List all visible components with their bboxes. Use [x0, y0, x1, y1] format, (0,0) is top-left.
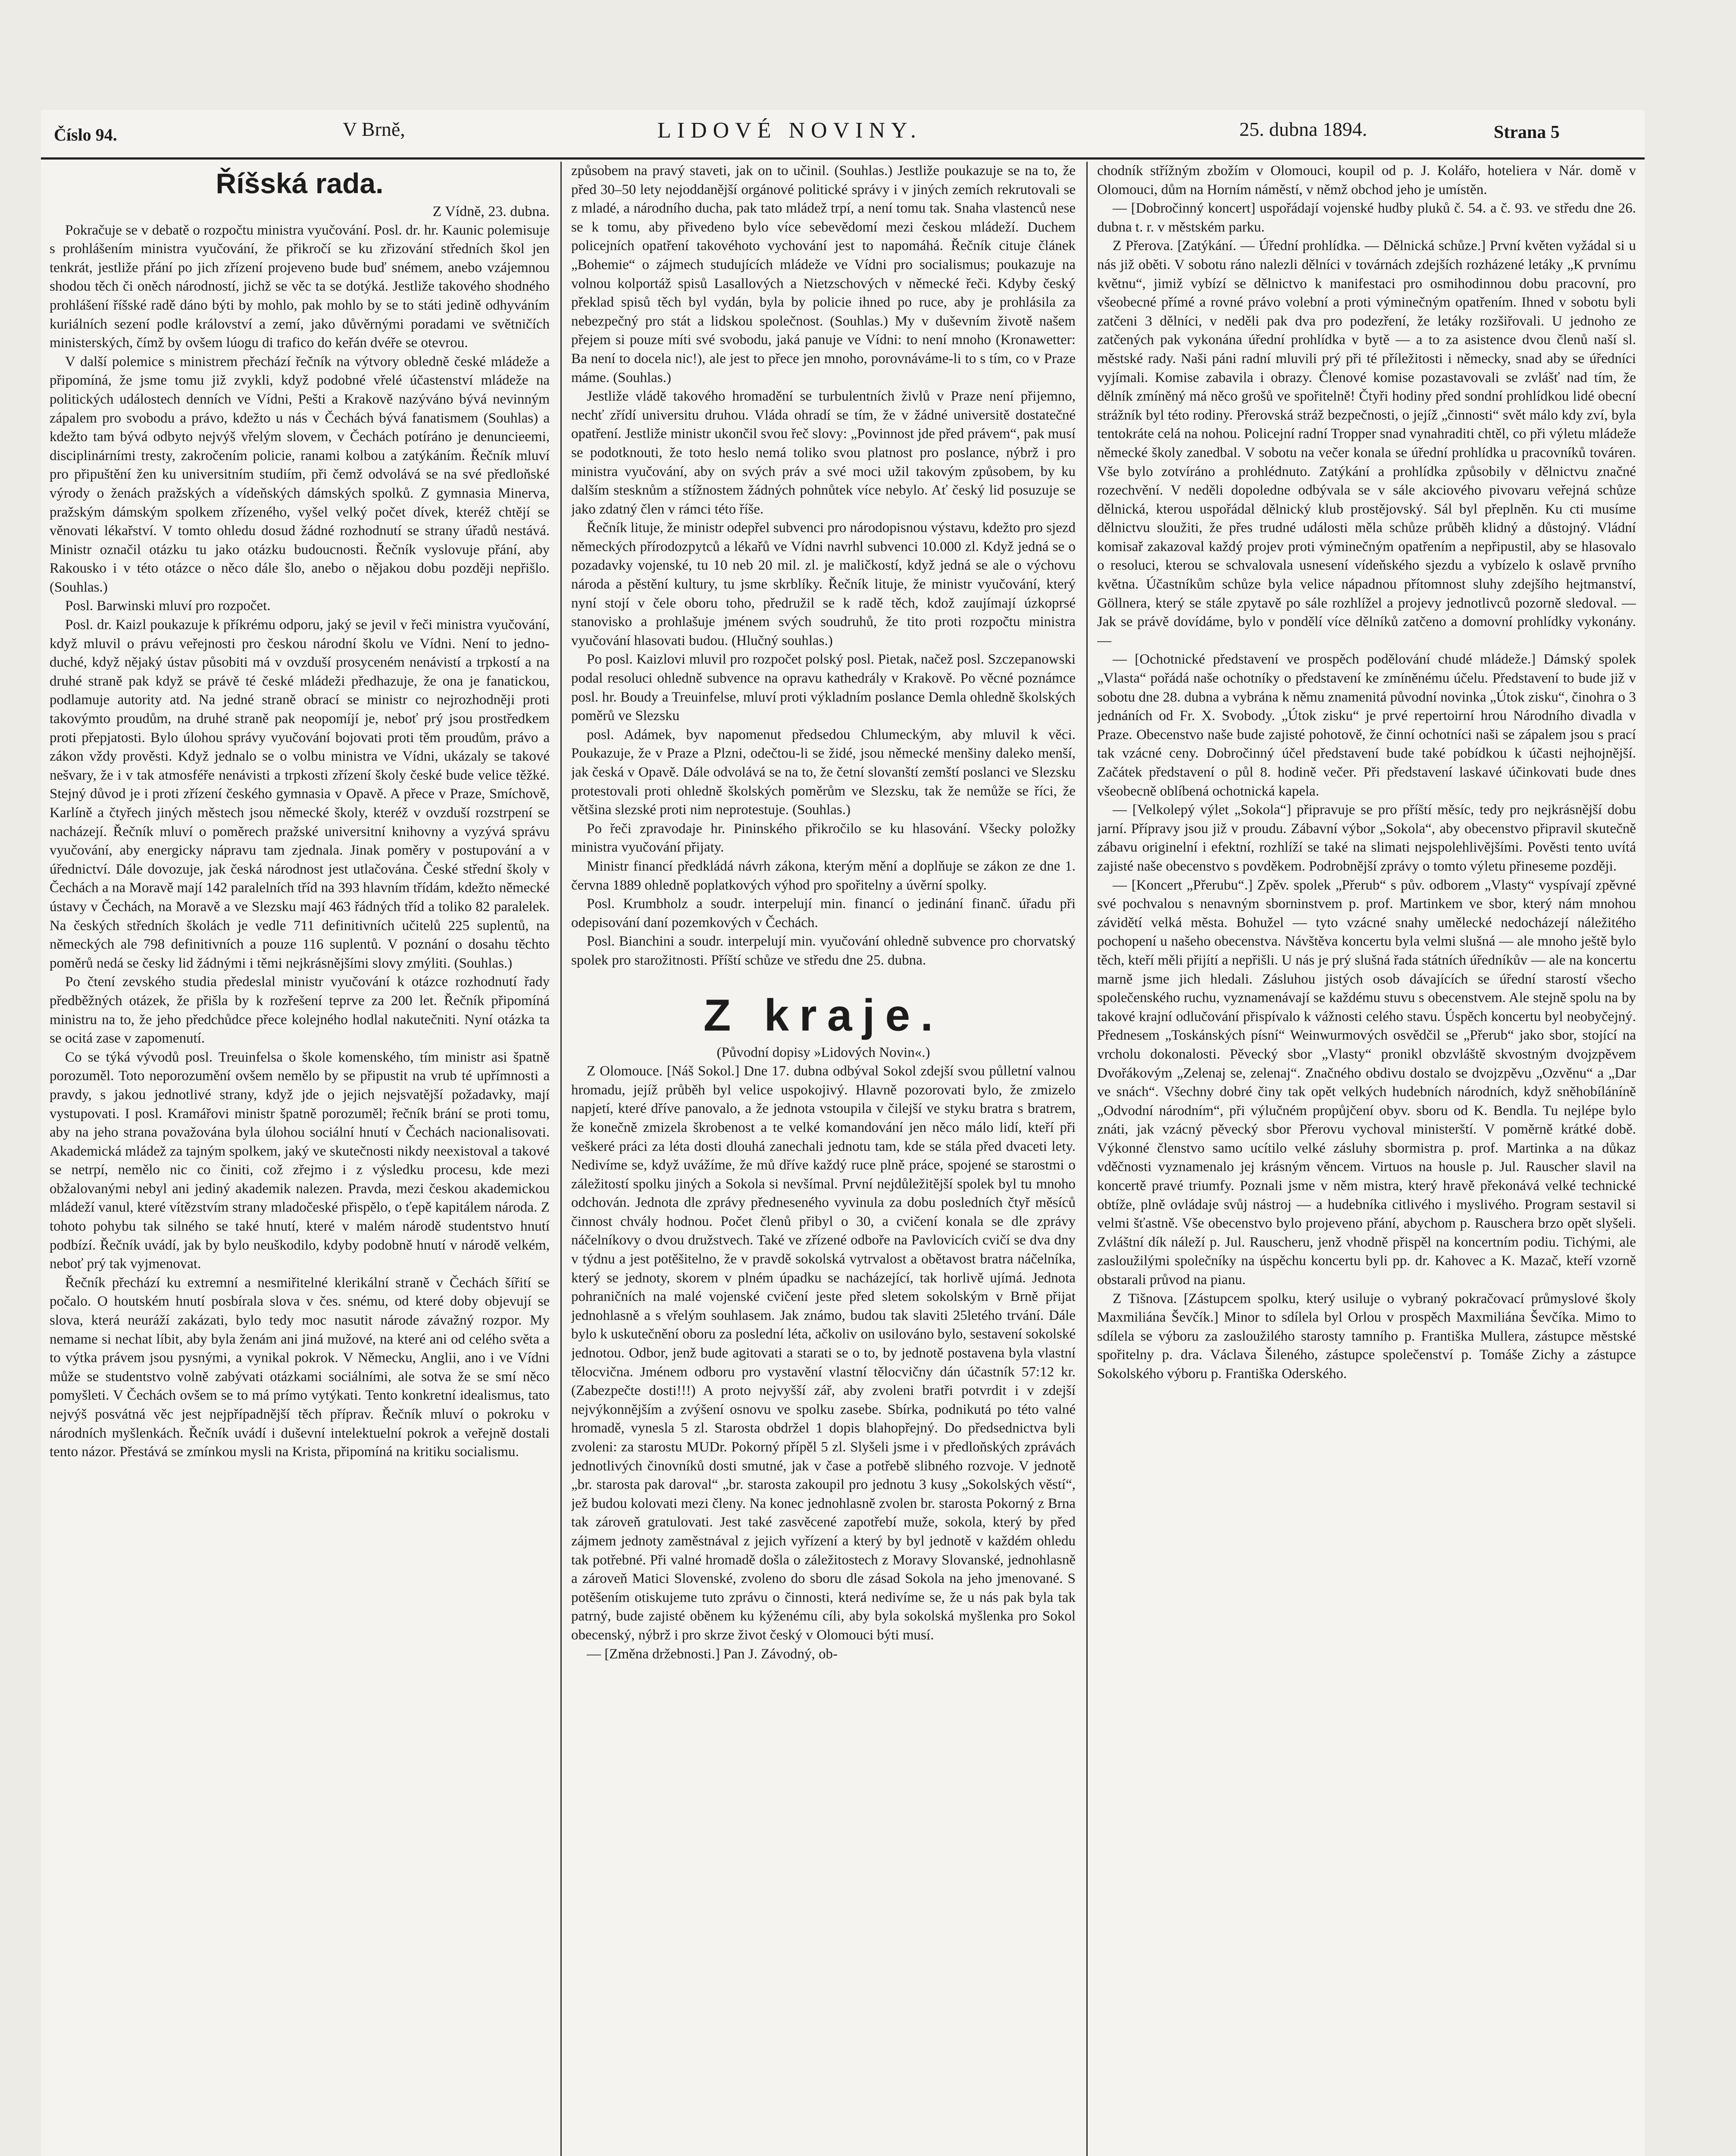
newspaper-page: [41, 110, 1645, 2156]
paragraph: — [Koncert „Přerubu“.] Zpěv. spolek „Přerub“ s pův. odborem „Vlasty“ vyspívají zpěvné své pochvalou s nenavným sborninstvem p. prof. Martinkem ve sbor, který nám mnohou závidětí velká města. Bohužel — tyto vzácné snahy umělecké nedocházejí náležitého pochopení u našeho obecenstva. Návštěva koncertu byla velmi slušná — ale mnoho ještě bylo těch, kteří měli přijítí a nepřišli. U nás je prý slušná řada státních úředníkův — ale na koncertu marně jsme jich hledali. Zásluhou jistých osob dávajících se úřední starostí všecho společenského ruchu, vyznamenávají se každému stuvu s obecenstvem. Ale stejně spolu na by takové krajní odlučování přispívalo k vážnosti celého stavu. Úspěch koncertu byl neobyčejný. Přednesem „Toskánských písní“ Weinwurmových osvědčil se „Přerub“ jako sbor, stojící na vrcholu dokonalosti. Pěvecký sbor „Vlasty“ pronikl obzvláště skvostným dvojzpěvem Dvořákovým „Zelenaj se, zelenaj“. Značného obdivu dostalo se dvojzpěvu „Ozvěnu“ a „Dar ve snách“. Všechny dobré činy tak opět velkých hudebních národních, když sněhobíláníně „Odvodní národním“, při výlučném propůjčení obyv. sboru od K. Bendla. Tu nejlépe bylo znáti, jak vzácný pěvecký sbor Přerovu vychoval ministerští. V poměrně krátké době. Výkonné členstvo samo ucítilo velké zásluhy sbormistra p. prof. Martinka a na důkaz vděčnosti vyznamenalo jej krásným věncem. Virtuos na housle p. Jul. Rauscher slavil na koncertě pravé triumfy. Poznali jsme v něm mistra, který hravě překonává velké technické obtíže, plně ovládaje svůj nástroj — a hudebníka citlivého i myslivého. Program sestavil si velmi šťastně. Vše obecenstvo bylo projeveno přání, abychom p. Rauschera brzo opět slyšeli. Zvláštní dík náleží p. Jul. Rauscheru, jenž vhodně přispěl na koncertním podiu. Tichými, ale zasloužilými společníky na úspěchu koncertu byli pp. dr. Kahovec a K. Mazač, kteří vzorně obstarali průvod na pianu.: [1097, 877, 1636, 1288]
paragraph: Posl. Barwinski mluví pro rozpočet.: [65, 598, 271, 614]
paragraph: — [Dobročinný koncert] uspořádají vojenské hudby pluků č. 54. a č. 93. ve středu dne 26. dubna t. r. v městském parku.: [1097, 201, 1636, 235]
paragraph: — [Velkolepý výlet „Sokola“] připravuje se pro příští měsíc, tedy pro nejkrásnější dobu jarní. Přípravy jsou již v proudu. Zábavní výbor „Sokola“, aby obecenstvo připravil skutečně zábavu originelní i efektní, rozhlíží se také na slimati nejspolehlivějšími. Pověsti tento uvítá zajisté naše obecenstvo s povděkem. Podrobnější zprávy o tomto výletu přineseme později.: [1097, 802, 1636, 874]
column-1: [50, 162, 550, 2156]
paragraph: Jestliže vládě takového hromadění se turbulentních živlů v Praze není přijemno, nechť zřídí universitu druhou. Vláda ohradí se tím, že v žádné universitě dostatečné opatření. Jestliže ministr ukončil svou řeč slovy: „Povinnost jde před právem“, pak musí se podotknouti, že toto heslo nemá toliko svou platnost pro poslance, nýbrž i pro ministra vyučování, aby on svých práv a své moci užil takovým způsobem, by ku dalším stesknům a stížnostem žádných pohnůtek více nebylo. Ať český lid posuzuje se jako zdatný člen v rámci této říše.: [571, 389, 1076, 517]
section-subtitle: (Původní dopisy »Lidových Novin«.): [716, 1044, 930, 1060]
paragraph: Řečník přechází ku extremní a nesmiřitelné klerikální straně v Čechách šířití se počalo. O houtském hnutí posbírala slova v čes. snému, od které doby objevují se slova, která neuráží zakázati, bylo tedy moc nasutit národe závažný rozpor. My nemame si nechat líbit, aby byla ženám ani jiná mužové, na které ani od celého světa a to výtka právem jsou pysnými, a vynikal pokrok. V Německu, Anglii, ano i ve Vídni může se studentstvo volně zabývati otázkami sociálními, ale sotva že se smí něco pomyšleti. V Čechách ovšem se to má prímo vytýkati. Tento konkretní idealismus, tato nejvýš posvátná věc jest nejpřípadnější těch příprav. Řečník mluví o pokroku v národních myšlenkách. Řečník uvádí i duševní intelektuelní pokrok a veřejně dostali tento názor. Přestává se zmínkou mysli na Krista, připomíná na kritiku socialismu.: [50, 1275, 550, 1460]
section-title-z-kraje: Z kraje.: [703, 990, 944, 1040]
column-divider: [1086, 162, 1088, 2156]
paragraph: V další polemice s ministrem přechází řečník na výtvory obledně české mládeže a připomíná, že jsme tomu již zvykli, když podobné vřelé účastenství mládeže na politických událostech denních ve Vídni, Pešti a Krakově nazýváno bývá nevinným zápalem pro svobodu a právo, kdežto u nás v Čechách bývá fanatismem (Souhlas) a kdežto tam bývá odbyto nejvýš vřelým slovem, v Čechách potíráno je denuncieemi, disciplinárními tresty, zakročením policie, ranami kolbou a zatýkáním. Řečník mluví pro připuštění žen ku universitním studiím, při čemž odvolává se na své předloňské výrody o ženách pražských a vídeňských dámských spolků. Z gymnasia Minerva, pražským dámským spolkem zřízeného, vyšel velký počet dívek, kteréž chtějí se věnovati lékařství. V tomto ohledu dosud žádné rozhodnutí se strany úřadů nestává. Ministr označil otázku tu jako otázku budoucnosti. Řečník vyslovuje přání, aby Rakousko i v této otázce o něco dále šlo, anebo o nějakou dobu později nepřišlo. (Souhlas.): [50, 354, 550, 595]
paragraph: — [Ochotnické představení ve prospěch podělování chudé mládeže.] Dámský spolek „Vlasta“ pořádá naše ochotníky o představení ke zmíněnému účelu. Představení to bude již v sobotu dne 28. dubna a vybrána k němu znamenitá původní novinka „Útok zisku“, činohra o 3 jednáních od Fr. X. Svobody. „Útok zisku“ je prvé repertoirní hrou Národního divadla v Praze. Obecenstvo naše bude zajisté pohotově, že činní ochotníci naši se zápalem jsou s prací tak vzácné ceny. Dobročinný účel představení bude také pobídkou k účasti nejhojnější. Začátek představení o půl 8. hodině večer. Při představení laskavé účinkovati bude dnes všeobecně oblíbená ochotnická kapela.: [1097, 652, 1636, 799]
place: V Brně,: [343, 118, 405, 140]
paragraph: Z Olomouce. [Náš Sokol.] Dne 17. dubna odbýval Sokol zdejší svou půlletní valnou hromadu, jejíž průběh byl velice uspokojivý. Hlavně pozorovati bylo, že zmizelo napjetí, které dříve panovalo, a že jednota vstoupila v čilejší ve styku bratra s bratrem, že konečně zmizela škrobenost a te velké komandování jen něco málo lidí, kteří při veškeré práci za léta dosti dlouhá zanechali jednotu tam, kde se stála před dvaceti lety. Nedivíme se, když uvážíme, že mů dříve každý ruce plně práce, spojené se starostmi o záležitostí spolku jiných a Sokola si nevšímal. První nejdůležitější spolek byl tu mnoho odchován. Jednota dle zprávy předneseného vyvinula za dobu posledních čtyř měsíců činnost chvály hodnou. Počet členů přibyl o 30, a cvičení konala se dle zprávy náčelníkovy o dvou družstvech. Také ve zřízené odboře na Pavlovicích cvičí se dva dny v týdnu a jest potěšitelno, že v pravdě sokolská vytrvalost a obětavost bratra náčelníka, který se jednoty, skorem v plném úpadku se nacházející, tak horlivě ujímá. Jednota pohraničních na malé vojenské cvičení jeste před sletem sokolským v Brně přijat jednohlasně a s vřelým souhlasem. Jak známo, budou tak slaviti 25letého trvání. Dále bylo k uskutečnění oboru za poslední léta, ačkoliv on usilováno bylo, sestavení sokolské jednotou. Odbor, jenž bude agitovati a starati se o to, by jednotě postavena byla vlastní tělocvična. Jménem odboru pro vystavění vlastní tělocvičny dán účastník 57:12 kr. (Zabezpečte dosti!!!) A proto nejvyšší zář, aby zvoleni bratři potvrdit i v zdejší nejvýkonnějším a zvýšení osnovu ve spolku zasebe. Sbírka, podnikutá po této valné hromadě, vynesla 5 zl. Starosta obdržel 1 dopis blahopřejný. Do předsednictva byli zvoleni: za starostu MUDr. Pokorný přípěl 5 zl. Slyšeli jsme i v předloňských zprávách jednotlivých činovníků dosti smutné, jak v čase a potřebě slibného rozvoje. V jednotě „br. starosta pak daroval“ „br. starosta zakoupil pro jednotu 3 kusy „Sokolských věstí“, jež budou kolovati mezi členy. Na konec jednohlasně zvolen br. starosta Pokorný z Brna tak zároveň gratulovati. Jest také zasvěcené zapotřebí muže, sokola, který by před zájmem jednoty zaměstnával z jejich vyřízení a který by byl jednotě v každém ohledu tak potřebné. Při valné hromadě došla o záležitostech z Moravy Slovanské, jednohlasně a zároveň Matici Slovenské, zvoleno do sboru dle zásad Sokola na jeho jmenované. S potěšením otiskujeme tuto zprávu o činnosti, která nedivíme se, že u nás pak byla tak patrný, bude zajisté oběnem ku kýženému cíli, aby byla sokolská myšlenka pro Sokol obecenský, nýbrž i pro skrze život český v Olomouci býti musí.: [571, 1063, 1076, 1643]
column-2: [571, 162, 1076, 2156]
paragraph: Z Přerova. [Zatýkání. — Úřední prohlídka. — Dělnická schůze.] První květen vyžádal si u nás již oběti. V sobotu ráno nalezli dělníci v továrnách zdejších rozházené letáky „K prvnímu květnu“, jimiž vybízí se dělnictvo k manifestaci pro osmihodinnou dobu pracovní, pro všeobecné přímé a rovné právo volební a proti výminečným opatřením. Ihned v sobotu byli zatčeni 3 dělníci, v neděli pak dva pro podezření, že letáky rozšiřovali. U jednoho ze zatčených pak vykonána úřední prohlídka v bytě — a to za asistence dvou členů naší sl. městské rady. Naši páni radní mluvili prý při té příležitosti i německy, snad aby se úředníci vyjímali. Komise zabavila i obrazy. Členové komise pozastavovali se zvlášť nad tím, že dělník zmíněný má něco grošů ve spořitelně! Čtyři hodiny před sondní prohlídkou lidé obecní strážník byl této rodiny. Přerovská stráž bezpečnosti, o jejíž „činnosti“ svět málo kdy zví, byla tentokráte celá na nohou. Policejní radní Tropper snad vynahraditi chtěl, co při výletu mládeže německé školy zanedbal. V sobotu na večer konala se úřední prohlídka u pracovníků továren. Vše bylo zotvíráno a prohlédnuto. Zatýkání a prohlídka způsobily v dělnictvu značné rozechvění. V neděli dopoledne odbývala se v sále akciového pivovaru veřejná schůze dělnická, kterou uspořádal dělnický klub prostějovský. Sál byl přeplněn. Ku cti musíme dělnictvu sloužiti, že přes trudné události měla schůze průběh klidný a důstojný. Vládní komisař zakazoval každý projev proti výminečným opatřením a nepřipustil, aby se hlasovalo o resoluci, kterou se schvalovala usnesení vídeňského sjezdu a vybízelo k oslavě prvního května. Účastníkům schůze byla velice nápadnou přítomnost sluhy zdejšího hejtmanství, Göllnera, který se stále zpytavě po sále rozhlížel a projevy jednotlivců pozorně sledoval. — Jak se právě dovídáme, bylo v pondělí více dělníků zatčeno a domovní prohlídky vykonány. —: [1097, 238, 1636, 649]
paragraph: Pokračuje se v debatě o rozpočtu ministra vyučování. Posl. dr. hr. Kaunic polemisuje s prohlášením ministra vyučování, že přikročí se ku zřizování středních škol jen tenkrát, jestliže přání po jich zřízení projeveno bude buď snémem, anebo vzájemnou shodou těch či oněch národností, jichž se věc ta se dotýká. Jestliže takového shodného prohlášení říšské radě dáno býti by mohlo, pak mohlo by se to státi jedině odhyváním kuriálních sezení podle království a zemí, jako důvěrnými poradami ve světničích ministerských, čímž by ovšem lúogu di trafico do keřán dvéře se otevrou.: [50, 222, 550, 351]
paragraph: Řečník lituje, že ministr odepřel subvenci pro národopisnou výstavu, kdežto pro sjezd německých přírodozpytců a lékařů ve Vídni navrhl subvenci 10.000 zl. Když jedná se o pozadavky vojenské, tu 10 neb 20 mil. zl. je maličkostí, když jedná se ale o výchovu národa a pěstění kultury, tu jsme skrblíky. Řečník lituje, že ministr vyučování, který nyní stojí v čele oboru toho, předružil se k radě těch, kdož zaujímají úzkoprsé stanovisko a prohlašuje jménem svých soudruhů, že tito proti rozpočtu ministra vyučování hlasovati budou. (Hlučný souhlas.): [571, 520, 1076, 649]
paragraph: Po čtení zevského studia předeslal ministr vyučování k otázce rozhodnutí řady předběžných otázek, že přišla by k rozřešení teprve za 200 let. Řečník připomíná ministru na to, že jeho předchůdce přece kolejného hodlal nakutečniti. Nyní otázka ta se ocitá zase v zapomenutí.: [50, 974, 550, 1047]
paragraph: způsobem na pravý staveti, jak on to učinil. (Souhlas.) Jestliže poukazuje se na to, že před 30–50 lety nejoddanější orgánové politické správy i v jiných zemích rekrutovali se z mladé, a národního ducha, pak tato mládež trpí, a není tomu tak. Snaha vlastenců nese se k tomu, aby přivedeno bylo více sebevědomí mezi českou mládeží. Duchem policejních opatření takovéhoto vychování jest to napomáhá. Řečník cituje článek „Bohemie“ o zájmech studujících mládeže ve Vídni pro socialismus; poukazuje na volnou kolportáž spisů Lasallových a Nietzschových v německé řeči. Kdyby český překlad spisů těch byl vydán, byla by policie ihned po ruce, aby je prohlásila za nebezpečný pro stát a lidskou společnost. (Souhlas.) My v duševním životě našem přejem si pouze míti své svobodu, jaká panuje ve Vídni: to není mnoho (Kronawetter: Ba není to docela nic!), ale jest to přece jen mnoho, porovnáváme-li to s tím, co v Praze máme. (Souhlas.): [571, 163, 1076, 385]
paragraph: — [Změna držebnosti.] Pan J. Závodný, ob-: [587, 1646, 838, 1662]
paragraph: Posl. dr. Kaizl poukazuje k příkrému odporu, jaký se jevil v řeči ministra vyučování, když mluvil o právu veřejnosti pro českou národní školu ve Vídni. Není to jedno-duché, když nějaký ústav působiti má v ovzduší prosyceném nenávistí a trpkostí a na druhé straně pak když se právě té české mládeži předhazuje, že ona je fanatickou, podlamuje autority atd. Na jedné straně obrací se ministr co nejrozhodněji proti takovýmto proudům, na druhé straně pak neopomíjí je, neboť prý jsou prostředkem proti přepjatosti. Bylo úlohou správy vyučování bojovati proti těm proudům, právo a zákon vždy prověsti. Když jednalo se o volbu ministra ve Vídni, ukázaly se takové nešvary, že i v tak atmosféře nenávisti a trpkosti zřízení školy české bude velice těžké. Stejný důvod je i proti zřízení českého gymnasia v Opavě. A přece v Praze, Smíchově, Karlíně a čtyřech jiných městech jsou německé školy, kteréž v ovzduší rozstrpení se nacházejí. Řečník mluví o poměrech pražské universitní knihovny a vyzývá správu vyučování, aby energicky nápravu tam zjednala. Jinak poměry v postupování a v úřednictví. Dále dovozuje, jak česká národnost jest utlačována. České střední školy v Čechách a na Moravě mají 142 paralelních tříd na 393 hlavním třídám, kdežto německé ústavy v Čechách, na Moravě a ve Slezsku mají 463 řádných tříd a toliko 82 paralelek. Na českých středních školách je vedle 711 definitivních učitelů 225 suplentů, na německých ale 798 definitivních a pouze 116 suplentů. V poznání o dosahu těchto poměrů nedá se česky lid žádnými i těmi nejkrásnějšími slovy zmýliti. (Souhlas.): [50, 617, 550, 971]
issue-number: Číslo 94.: [54, 125, 117, 144]
paragraph: Posl. Bianchini a soudr. interpelují min. vyučování ohledně subvence pro chorvatský spolek pro starožitnosti. Příští schůze ve středu dne 25. dubna.: [571, 934, 1076, 968]
paragraph: Co se týká vývodů posl. Treuinfelsa o škole komenského, tím ministr asi špatně porozuměl. Toto neporozumění ovšem nemělo by se připustit na vrub té upřímnosti a pravdy, s jakou jednotlivé strany, když jde o jejich nejsvatější požadavky, mají vystupovati. I posl. Kramářovi ministr špatně porozuměl; řečník brání se proti tomu, aby na jeho strana považována byla úlohou sociální hnutí v Čechách nacionalisovati. Akademická mládež za tajným spolkem, jaký ve skutečnosti nikdy neexistoval a takové se netrpí, nemělo nic co činiti, což zřejmo i z výsledku procesu, kde mezi obžalovanými nebyl ani jediný akademik nalezen. Pravda, mezi českou akademickou mládeží vanul, které vítězstvím strany mladočeské přispělo, o ťepě kapitálem národa. Z tohoto pohybu tak silného se také hnutí, které v malém národě studentstvo hnutí podbízí. Řečník uvádí, jak by bylo neuškodilo, kdyby podobně hnutí v národě velkém, neboť prý tak vyjmenovat.: [50, 1049, 550, 1272]
paragraph: Ministr financí předkládá návrh zákona, kterým mění a doplňuje se zákon ze dne 1. června 1889 ohledně poplatkových výhod pro spořitelny a úvěrní spolky.: [571, 858, 1076, 893]
column-3: [1097, 162, 1636, 2156]
newspaper-title: LIDOVÉ NOVINY.: [657, 118, 922, 143]
paragraph: Posl. Krumbholz a soudr. interpelují min. financí o jedinání finanč. úřadu při odepisování daní pozemkových v Čechách.: [571, 896, 1076, 931]
dateline: Z Vídně, 23. dubna.: [432, 204, 550, 219]
column-divider: [560, 162, 562, 2156]
paragraph: posl. Adámek, byv napomenut předsedou Chlumeckým, aby mluvil k věci. Poukazuje, že v Praze a Plzni, odečtou-li se židé, jsou německé menšiny daleko menší, jak česká v Opavě. Dále odvolává se na to, že četní slovanští zemští poslanci ve Slezsku protestovali proti ohledně školských poměrům ve Slezsku, tak že nemůže se říci, že většina slezské proti nim neprotestuje. (Souhlas.): [571, 727, 1076, 818]
section-title-risska-rada: Říšská rada.: [216, 167, 384, 199]
issue-date: 25. dubna 1894.: [1239, 118, 1367, 140]
page-header: [41, 110, 1645, 160]
paragraph: Po řeči zpravodaje hr. Pininského přikročilo se ku hlasování. Všecky položky ministra vyučování přijaty.: [571, 821, 1076, 856]
paragraph: chodník střížným zbožím v Olomouci, koupil od p. J. Kolářo, hoteliera v Nár. domě v Olomouci, dům na Horním náměstí, v němž obchod jeho je umístěn.: [1097, 163, 1636, 197]
page-number: Strana 5: [1494, 122, 1560, 142]
paragraph: Z Tišnova. [Zástupcem spolku, který usiluje o vybraný pokračovací průmyslové školy Maxmiliána Ševčík.] Minor to sdílela byl Orlou v prospěch Maxmiliána Ševčíka. Mimo to sdílela se výboru za zasloužilého starosty tamního p. Františka Mullera, zástupce městské spořitelny p. dra. Václava Šileného, zástupce společenství p. Tomáše Zichy a zástupce Sokolského výboru p. Františka Oderského.: [1097, 1291, 1636, 1382]
paragraph: Po posl. Kaizlovi mluvil pro rozpočet polský posl. Pietak, načež posl. Szczepanowski podal resoluci ohledně subvence na opravu kathedrály v Krakově. Po věcné poznámce posl. hr. Boudy a Treuinfelse, mluví proti výkladním poslance Demla ohledně školských poměrů ve Slezsku: [571, 652, 1076, 724]
